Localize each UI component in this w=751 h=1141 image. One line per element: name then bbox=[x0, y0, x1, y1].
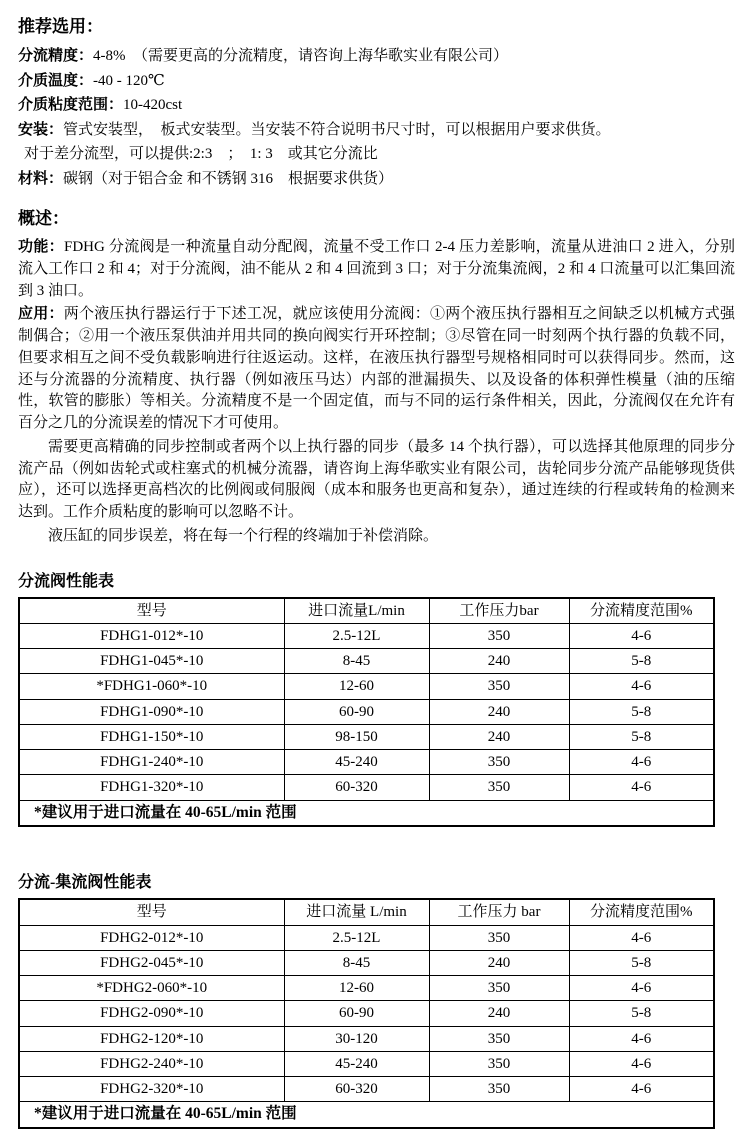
table-cell: 5-8 bbox=[569, 699, 714, 724]
table-cell: 240 bbox=[429, 649, 569, 674]
spec-value: 4-8% （需要更高的分流精度，请咨询上海华歌实业有限公司） bbox=[93, 48, 509, 64]
table-cell: 60-320 bbox=[284, 775, 429, 800]
table-cell: 350 bbox=[429, 1077, 569, 1102]
table-cell: FDHG2-090*-10 bbox=[19, 1001, 284, 1026]
table-header-row bbox=[19, 598, 714, 624]
table-body bbox=[19, 925, 714, 1102]
table-body bbox=[19, 623, 714, 800]
divider-table-title: 分流阀性能表 bbox=[18, 572, 115, 590]
table-cell: 350 bbox=[429, 925, 569, 950]
table-cell: FDHG1-150*-10 bbox=[19, 724, 284, 749]
spec-label: 材料： bbox=[18, 170, 64, 187]
spec-value: 管式安装型， 板式安装型。当安装不符合说明书尺寸时，可以根据用户要求供货。 bbox=[63, 121, 611, 138]
recommended-selection-heading: 推荐选用： bbox=[18, 17, 103, 36]
table-cell: 4-6 bbox=[569, 623, 714, 648]
table-cell: 5-8 bbox=[569, 1001, 714, 1026]
table-cell: FDHG2-320*-10 bbox=[19, 1077, 284, 1102]
column-header: 型号 bbox=[19, 899, 284, 925]
paragraph-text: 需要更高精确的同步控制或者两个以上执行器的同步（最多 14 个执行器），可以选择其他原理的同步分流产品（例如齿轮式或柱塞式的机械分流器，请咨询上海华歌实业有限公司，齿轮同步分流产品能够现货供应），还可以选择更高档次的比例阀或伺服阀（成本和服务也更高和复杂），通过连续的行程或转角的检测来达到。工作介质粘度的影响可以忽略不计。 bbox=[18, 438, 735, 520]
spec-value: 10-420cst bbox=[123, 97, 183, 113]
table-cell: 4-6 bbox=[569, 750, 714, 775]
divider-combiner-table-title: 分流-集流阀性能表 bbox=[18, 874, 152, 892]
table-cell: 4-6 bbox=[569, 674, 714, 699]
column-header: 型号 bbox=[19, 598, 284, 624]
table-cell: 30-120 bbox=[284, 1026, 429, 1051]
overview-application-paragraph bbox=[18, 304, 735, 435]
spec-label: 介质粘度范围： bbox=[18, 97, 124, 113]
table-cell: 240 bbox=[429, 1001, 569, 1026]
table-row bbox=[19, 1077, 714, 1102]
table-cell: FDHG2-240*-10 bbox=[19, 1051, 284, 1076]
table-cell: 4-6 bbox=[569, 775, 714, 800]
column-header: 进口流量 L/min bbox=[284, 899, 429, 925]
table-row bbox=[19, 976, 714, 1001]
table-row bbox=[19, 623, 714, 648]
table-cell: *FDHG2-060*-10 bbox=[19, 976, 284, 1001]
table-row bbox=[19, 775, 714, 800]
table-row bbox=[19, 724, 714, 749]
paragraph-text: 两个液压执行器运行于下述工况，就应该使用分流阀：①两个液压执行器相互之间缺乏以机械方式强制偶合；②用一个液压泵供油并用共同的换向阀实行开环控制；③尽管在同一时刻两个执行器的负载不同，但要求相互之间不受负载影响进行往返运动。这样，在液压执行器型号规格相同时可以获得同步。然而，这还与分流器的分流精度、执行器（例如液压马达）内部的泄漏损失、以及设备的体积弹性模量（油的压缩性，软管的膨胀）等相关。分流精度不是一个固定值，而与不同的运行条件相关，因此，分流阀仅在允许有百分之几的分流误差的情况下才可使用。 bbox=[18, 306, 735, 431]
spec-value: -40 - 120℃ bbox=[93, 72, 165, 89]
table-footer-row bbox=[19, 800, 714, 826]
table-cell: 8-45 bbox=[284, 950, 429, 975]
table-row bbox=[19, 750, 714, 775]
table-cell: 350 bbox=[429, 750, 569, 775]
table-cell: 350 bbox=[429, 623, 569, 648]
divider-combiner-valve-performance-table bbox=[18, 898, 715, 1129]
spec-item-ratio bbox=[18, 143, 735, 166]
paragraph-text: FDHG 分流阀是一种流量自动分配阀，流量不受工作口 2-4 压力差影响，流量从进油口 2 进入，分别流入工作口 2 和 4；对于分流阀，油不能从 2 和 4 回流到 3 口；对于分流集流阀，2 和 4 口流量可以汇集回流到 3 油口。 bbox=[18, 239, 735, 299]
table-cell: 8-45 bbox=[284, 649, 429, 674]
spec-label: 介质温度： bbox=[18, 72, 94, 89]
table-cell: 5-8 bbox=[569, 724, 714, 749]
column-header: 分流精度范围% bbox=[569, 598, 714, 624]
spec-item-material bbox=[18, 168, 735, 191]
table-cell: FDHG2-120*-10 bbox=[19, 1026, 284, 1051]
overview-function-paragraph bbox=[18, 237, 735, 302]
table-cell: FDHG1-012*-10 bbox=[19, 623, 284, 648]
table-row bbox=[19, 674, 714, 699]
paragraph-text: 液压缸的同步误差，将在每一个行程的终端加于补偿消除。 bbox=[48, 527, 439, 544]
table-row bbox=[19, 950, 714, 975]
table-cell: FDHG2-012*-10 bbox=[19, 925, 284, 950]
table-cell: 60-90 bbox=[284, 699, 429, 724]
table-cell: 240 bbox=[429, 699, 569, 724]
table-cell: FDHG1-090*-10 bbox=[19, 699, 284, 724]
table-cell: 60-90 bbox=[284, 1001, 429, 1026]
overview-paragraphs bbox=[18, 237, 735, 548]
table-cell: 350 bbox=[429, 1026, 569, 1051]
table-row bbox=[19, 649, 714, 674]
table-footer-row bbox=[19, 1102, 714, 1128]
overview-cylinder-paragraph bbox=[18, 526, 735, 548]
paragraph-label: 功能： bbox=[18, 239, 64, 255]
table-cell: 4-6 bbox=[569, 1077, 714, 1102]
table-cell: 4-6 bbox=[569, 976, 714, 1001]
table-row bbox=[19, 925, 714, 950]
spec-item-viscosity bbox=[18, 94, 735, 117]
divider-valve-performance-table bbox=[18, 597, 715, 828]
table-cell: 350 bbox=[429, 1051, 569, 1076]
table-cell: 45-240 bbox=[284, 1051, 429, 1076]
table-cell: 240 bbox=[429, 950, 569, 975]
column-header: 工作压力bar bbox=[429, 598, 569, 624]
table-cell: 240 bbox=[429, 724, 569, 749]
spec-item-temperature bbox=[18, 70, 735, 93]
table-cell: 2.5-12L bbox=[284, 925, 429, 950]
table-cell: 45-240 bbox=[284, 750, 429, 775]
table-row bbox=[19, 1001, 714, 1026]
table-footnote: *建议用于进口流量在 40-65L/min 范围 bbox=[19, 800, 714, 826]
column-header: 分流精度范围% bbox=[569, 899, 714, 925]
table-cell: 98-150 bbox=[284, 724, 429, 749]
table-cell: *FDHG1-060*-10 bbox=[19, 674, 284, 699]
spec-item-mounting bbox=[18, 119, 735, 142]
table-cell: 4-6 bbox=[569, 1026, 714, 1051]
table-row bbox=[19, 699, 714, 724]
overview-sync-paragraph bbox=[18, 437, 735, 524]
column-header: 进口流量L/min bbox=[284, 598, 429, 624]
table-cell: 4-6 bbox=[569, 1051, 714, 1076]
table-cell: 5-8 bbox=[569, 950, 714, 975]
spec-label: 分流精度： bbox=[18, 48, 94, 64]
spec-value: 碳钢（对于铝合金 和不锈钢 316 根据要求供货） bbox=[63, 170, 394, 187]
table-footnote: *建议用于进口流量在 40-65L/min 范围 bbox=[19, 1102, 714, 1128]
table-cell: FDHG1-240*-10 bbox=[19, 750, 284, 775]
table-cell: FDHG1-045*-10 bbox=[19, 649, 284, 674]
table-cell: 4-6 bbox=[569, 925, 714, 950]
spec-label: 安装： bbox=[18, 121, 64, 138]
paragraph-label: 应用： bbox=[18, 306, 64, 323]
spec-value: 对于差分流型，可以提供:2:3 ； 1: 3 或其它分流比 bbox=[24, 146, 378, 162]
table-cell: 2.5-12L bbox=[284, 623, 429, 648]
table-cell: FDHG2-045*-10 bbox=[19, 950, 284, 975]
table-row bbox=[19, 1051, 714, 1076]
table-cell: 350 bbox=[429, 775, 569, 800]
overview-heading: 概述： bbox=[18, 209, 69, 228]
spec-item-accuracy bbox=[18, 45, 735, 68]
table-cell: 350 bbox=[429, 674, 569, 699]
table-header-row bbox=[19, 899, 714, 925]
table-cell: FDHG1-320*-10 bbox=[19, 775, 284, 800]
table-row bbox=[19, 1026, 714, 1051]
column-header: 工作压力 bar bbox=[429, 899, 569, 925]
table-cell: 60-320 bbox=[284, 1077, 429, 1102]
table-cell: 12-60 bbox=[284, 976, 429, 1001]
spec-list bbox=[18, 45, 735, 190]
table-cell: 12-60 bbox=[284, 674, 429, 699]
table-cell: 5-8 bbox=[569, 649, 714, 674]
table-cell: 350 bbox=[429, 976, 569, 1001]
